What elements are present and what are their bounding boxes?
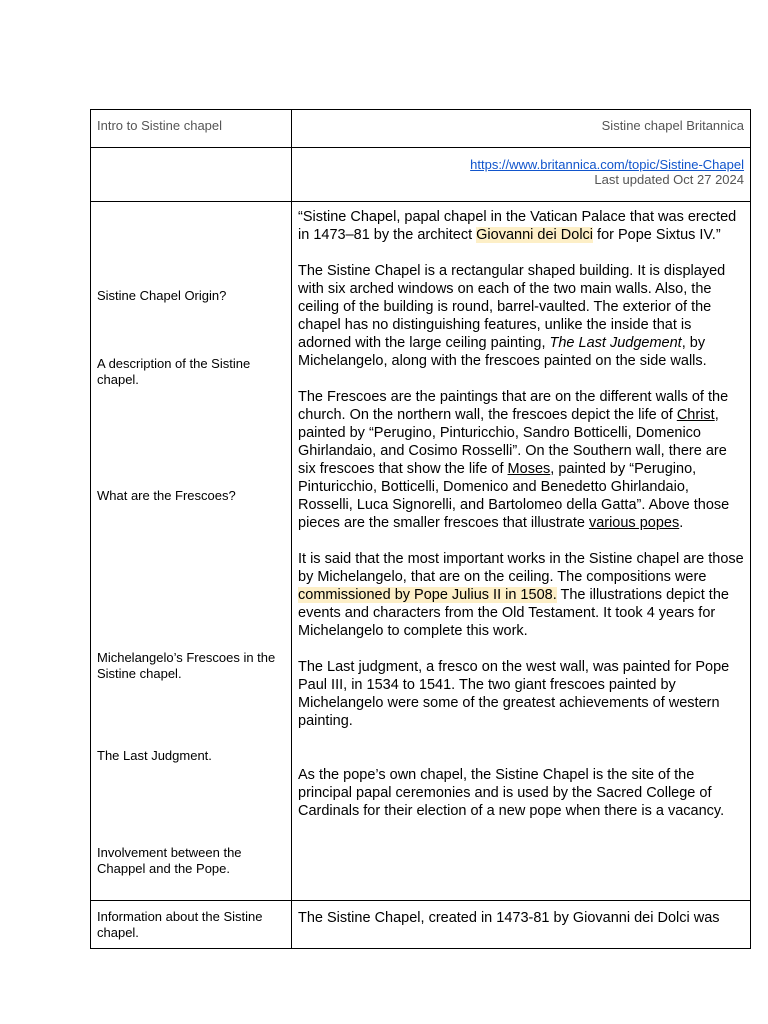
information-row [91,901,751,949]
header-topic: Intro to Sistine chapel [91,110,292,148]
source-link[interactable]: https://www.britannica.com/topic/Sistine-Chapel [470,157,744,172]
source-row [91,148,751,202]
answer-involvement: As the pope’s own chapel, the Sistine Chapel is the site of the principal papal ceremonies and is used by the Sacred College of Cardinals for their election of a new pope when there is a vacancy. [298,767,725,819]
source-empty-cell [91,148,292,202]
notes-body-row [91,202,751,901]
highlight-commission: commissioned by Pope Julius II in 1508. [298,587,557,603]
link-various-popes[interactable]: various popes [588,515,680,531]
header-row [91,110,751,148]
highlight-architect: Giovanni dei Dolci [476,227,594,243]
question-description: A description of the Sistine chapel. [97,356,251,387]
answer-frescoes: The Frescoes are the paintings that are on the different walls of the church. On the northern wall, the frescoes depict the life of Christ, painted by “Perugino, Pinturicchio, Sandro Botticelli, Domenico Ghirlandaio, and Cosimo Rosselli”. On the Southern wall, there are six frescoes that show the life of Moses, painted by “Perugino, Pinturicchio, Botticelli, Domenico and Benedetto Ghirlandaio, Rosselli, Luca Signorelli, and Bartolomeo della Gatta”. Above those pieces are the smaller frescoes that illustrate various popes. [298,389,730,531]
question-origin: Sistine Chapel Origin? [97,288,227,303]
notes-table-container [90,109,750,949]
question-michelangelo: Michelangelo’s Frescoes in the Sistine chapel. [97,650,276,681]
question-involvement: Involvement between the Chappel and the Pope. [97,845,242,876]
answers-cell [292,202,751,901]
answer-last-judgment: The Last judgment, a fresco on the west wall, was painted for Pope Paul III, in 1534 to 1541. The two giant frescoes painted by Michelangelo were some of the greatest achievements of western painting. [298,659,730,729]
answer-michelangelo: It is said that the most important works in the Sistine chapel are those by Michelangelo, that are on the ceiling. The compositions were commissioned by Pope Julius II in 1508. The illustrations depict the events and characters from the Old Testament. It took 4 years for Michelangelo to complete this work. [298,551,744,639]
question-last-judgment: The Last Judgment. [97,748,212,763]
link-moses[interactable]: Moses [507,461,551,477]
questions-cell [91,202,292,901]
question-information: Information about the Sistine chapel. [91,901,292,949]
link-christ[interactable]: Christ [676,407,715,423]
question-frescoes: What are the Frescoes? [97,488,236,503]
source-cell [292,148,751,202]
italic-title: The Last Judgement [549,335,682,351]
answer-information: The Sistine Chapel, created in 1473-81 by Giovanni dei Dolci was [292,901,751,949]
answer-description: The Sistine Chapel is a rectangular shaped building. It is displayed with six arched windows on each of the two main walls. Also, the ceiling of the building is round, barrel-vaulted. The exterior of the chapel has no distinguishing features, unlike the inside that is adorned with the large ceiling painting, The Last Judgement, by Michelangelo, along with the frescoes painted on the side walls. [298,263,726,369]
notes-table [90,109,751,949]
header-source: Sistine chapel Britannica [292,110,751,148]
answer-origin: “Sistine Chapel, papal chapel in the Vatican Palace that was erected in 1473–81 by the architect Giovanni dei Dolci for Pope Sixtus IV.” [298,209,737,243]
last-updated: Last updated Oct 27 2024 [594,172,744,187]
